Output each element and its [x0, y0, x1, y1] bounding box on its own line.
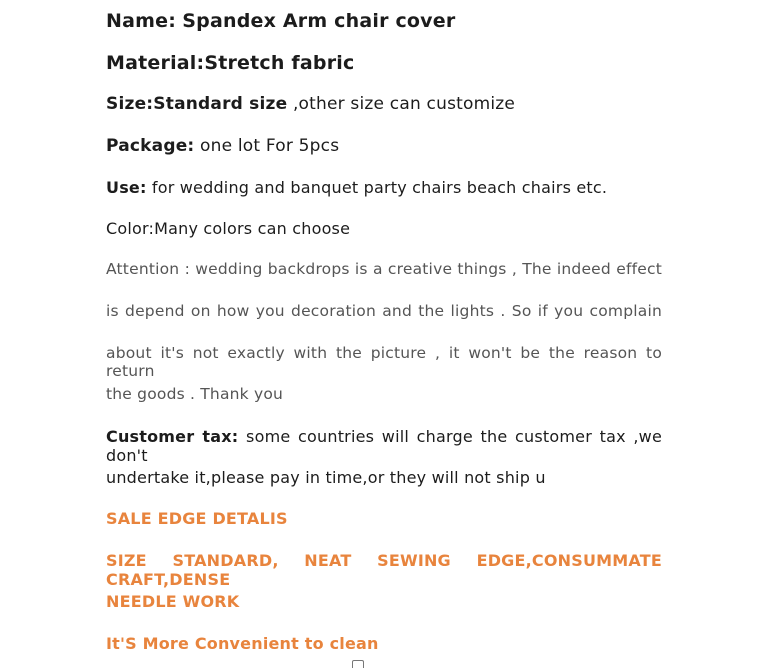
attention-line-4: the goods . Thank you — [106, 385, 284, 403]
name-value: Spandex Arm chair cover — [182, 10, 456, 32]
package-value: one lot For 5pcs — [200, 136, 340, 156]
use-row — [106, 178, 607, 197]
package-label: Package: — [106, 136, 195, 156]
color-value: Many colors can choose — [154, 219, 351, 238]
customer-tax-line-2: undertake it,please pay in time,or they will not ship u — [106, 468, 546, 487]
clipboard-icon — [352, 660, 364, 668]
customer-tax-row — [106, 427, 662, 465]
material-row — [106, 52, 354, 74]
sale-edge-heading: SALE EDGE DETALIS — [106, 509, 288, 528]
sale-edge-line-1: SIZE STANDARD, NEAT SEWING EDGE,CONSUMMATE CRAFT,DENSE — [106, 551, 662, 589]
attention-line-3: about it's not exactly with the picture , it won't be the reason to return — [106, 344, 662, 380]
size-label: Size: — [106, 94, 154, 114]
use-value: for wedding and banquet party chairs beach chairs etc. — [151, 178, 608, 197]
material-label: Material: — [106, 52, 205, 74]
package-row — [106, 136, 339, 156]
material-value: Stretch fabric — [204, 52, 355, 74]
color-label: Color: — [106, 219, 155, 238]
use-label: Use: — [106, 178, 147, 197]
customer-tax-label: Customer tax: — [106, 427, 239, 446]
sale-edge-line-3: It'S More Convenient to clean — [106, 634, 379, 653]
size-value-rest: ,other size can customize — [292, 94, 516, 114]
name-row — [106, 10, 455, 32]
sale-edge-line-2: NEEDLE WORK — [106, 592, 240, 611]
size-row — [106, 94, 515, 114]
size-value-strong: Standard size — [153, 94, 288, 114]
color-row — [106, 219, 350, 238]
customer-tax-line-1: some countries will charge the customer tax ,we don't — [106, 427, 663, 465]
attention-line-1: Attention : wedding backdrops is a creative things , The indeed effect — [106, 260, 662, 278]
name-label: Name: — [106, 10, 177, 32]
attention-line-2: is depend on how you decoration and the lights . So if you complain — [106, 302, 662, 320]
